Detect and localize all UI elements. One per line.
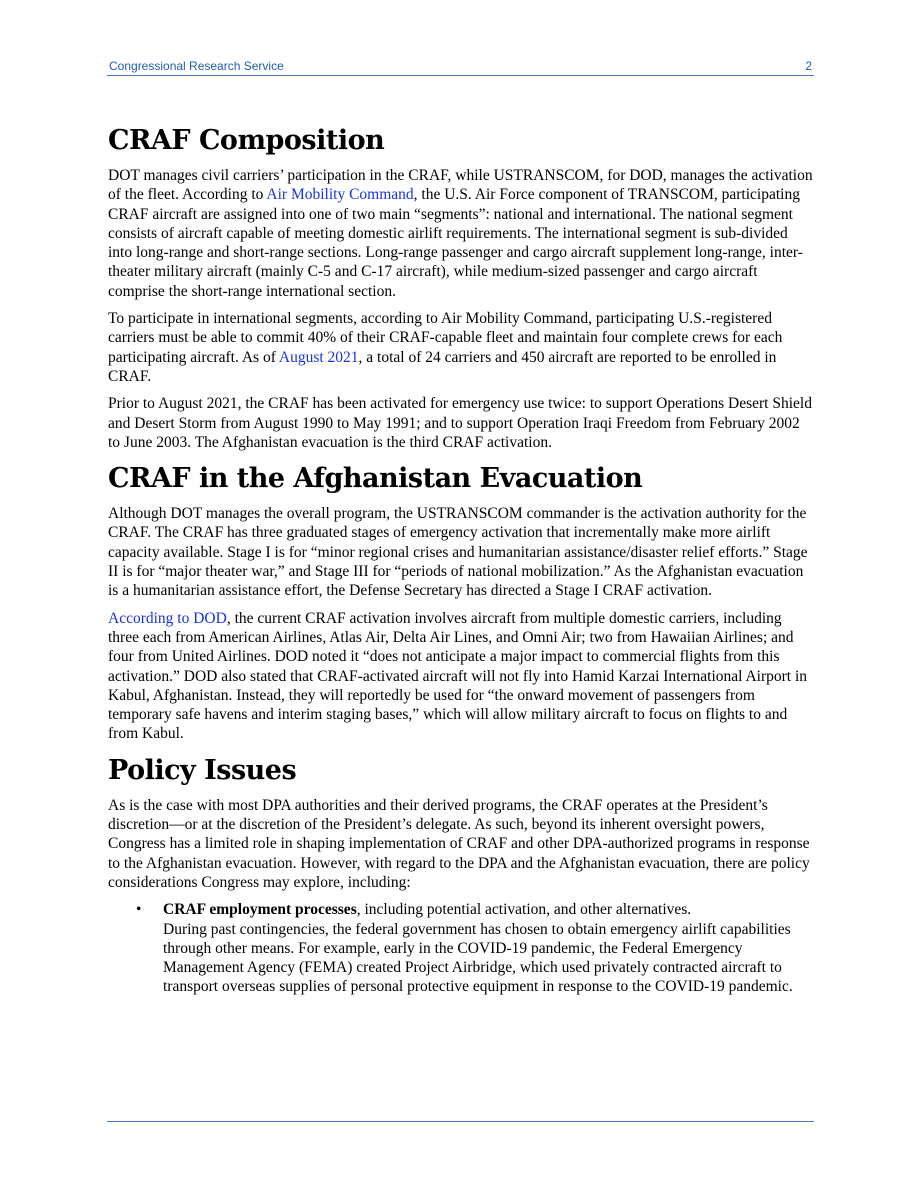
paragraph — [108, 166, 814, 301]
text-run: DOT manages civil carriers’ participation in the CRAF, while USTRANSCOM, for DOD, manages the activation of the fleet. According to — [108, 167, 813, 204]
page-header — [107, 58, 814, 76]
header-org-name: Congressional Research Service — [109, 59, 284, 73]
list-item — [108, 900, 814, 996]
heading-craf-composition: CRAF Composition — [108, 125, 385, 156]
page-footer-rule — [107, 1121, 814, 1122]
paragraph — [108, 309, 814, 386]
heading-afghanistan-evacuation: CRAF in the Afghanistan Evacuation — [108, 463, 643, 495]
text-run: , a total of 24 carriers and 450 aircraft are reported to be enrolled in CRAF. — [108, 348, 777, 385]
text-run: To participate in international segments, according to Air Mobility Command, participating U.S.-registered carriers must be able to commit 40% of their CRAF-capable fleet and maintain four complete crews for each participating aircraft. As of — [108, 310, 783, 366]
bullet-symbol: • — [136, 901, 142, 919]
heading-policy-issues: Policy Issues — [108, 754, 297, 786]
link-august-2021[interactable]: August 2021 — [278, 348, 359, 366]
paragraph: Prior to August 2021, the CRAF has been activated for emergency use twice: to support Operations Desert Shield and Desert Storm from August 1990 to May 1991; and to support Operation Iraqi Freedom from February 2002 to June 2003. The Afghanistan evacuation is the third CRAF activation. — [108, 395, 812, 451]
bullet-bold-lead: CRAF employment processes — [163, 901, 357, 919]
bullet-list — [108, 900, 814, 996]
page-number: 2 — [805, 59, 812, 73]
text-run: , the U.S. Air Force component of TRANSCOM, participating CRAF aircraft are assigned into one of two main “segments”: national and international. The national segment consists of aircraft capable of meeting domestic airlift requirements. The international segment is sub-divided into long-range and short-range sections. Long-range passenger and cargo aircraft supplement long-range, inter-theater military aircraft (mainly C-5 and C-17 aircraft), while medium-sized passenger and cargo aircraft comprise the short-range international section. — [108, 186, 803, 300]
link-air-mobility-command[interactable]: Air Mobility Command — [266, 186, 414, 204]
document-body — [108, 124, 814, 997]
paragraph: As is the case with most DPA authorities and their derived programs, the CRAF operates at the President’s discretion—or at the discretion of the President’s delegate. As such, beyond its inherent oversight powers, Congress has a limited role in shaping implementation of CRAF and other DPA-authorized programs in response to the Afghanistan evacuation. However, with regard to the DPA and the Afghanistan evacuation, there are policy considerations Congress may explore, including: — [108, 796, 810, 891]
paragraph: Although DOT manages the overall program, the USTRANSCOM commander is the activation authority for the CRAF. The CRAF has three graduated stages of emergency activation that incrementally make more airlift capacity available. Stage I is for “minor regional crises and humanitarian assistance/disaster relief efforts.” Stage II is for “major theater war,” and Stage III for “periods of national mobilization.” As the Afghanistan evacuation is a humanitarian assistance effort, the Defense Secretary has directed a Stage I CRAF activation. — [108, 505, 808, 600]
text-run: , the current CRAF activation involves aircraft from multiple domestic carriers, including three each from American Airlines, Atlas Air, Delta Air Lines, and Omni Air; two from Hawaiian Airlines; and four from United Airlines. DOD noted it “does not anticipate a major impact to commercial flights from this activation.” DOD also stated that CRAF-activated aircraft will not fly into Hamid Karzai International Airport in Kabul, Afghanistan. Instead, they will reportedly be used for “the onward movement of passengers from temporary safe havens and interim staging bases,” which will allow military aircraft to focus on flights to and from Kabul. — [108, 609, 808, 743]
paragraph — [108, 609, 814, 744]
link-according-to-dod[interactable]: According to DOD — [108, 609, 227, 627]
text-run: , including potential activation, and other alternatives. — [356, 901, 692, 919]
text-run: During past contingencies, the federal government has chosen to obtain emergency airlift capabilities through other means. For example, early in the COVID-19 pandemic, the Federal Emergency Management Agency (FEMA) created Project Airbridge, which used privately contracted aircraft to transport overseas supplies of personal protective equipment in response to the COVID-19 pandemic. — [163, 920, 793, 996]
